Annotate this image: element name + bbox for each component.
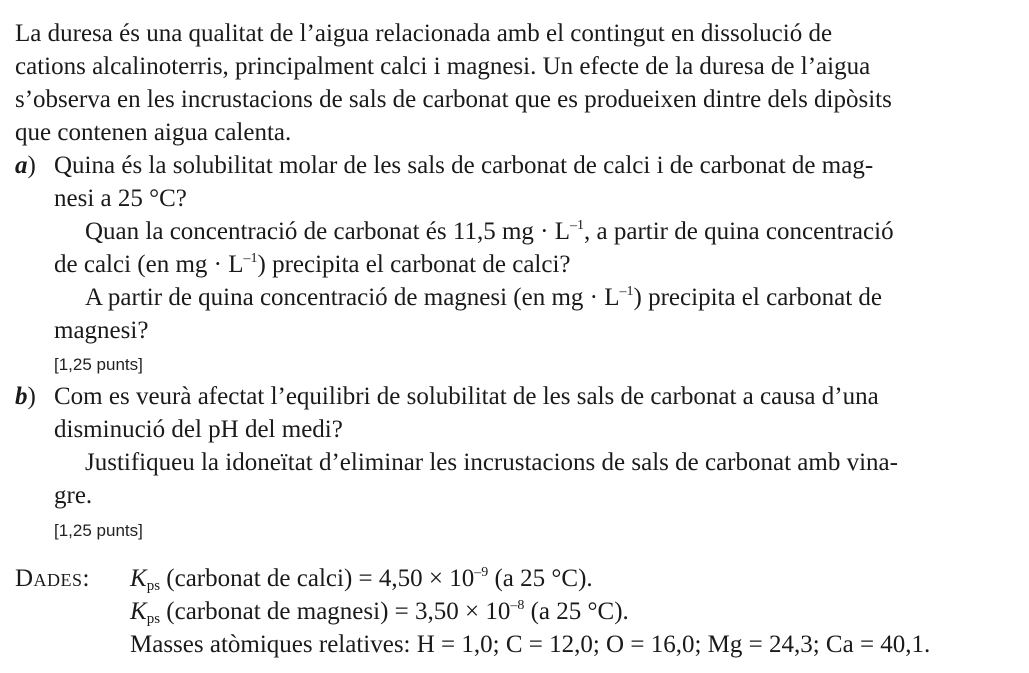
kps-calci-tail: (a 25 °C). bbox=[488, 565, 593, 592]
question-b-line-2: disminució del pH del medi? bbox=[54, 416, 343, 443]
dades-row-kps-calci bbox=[130, 563, 593, 599]
question-a-line-5-text: A partir de quina concentració de magnesi (en mg · L bbox=[85, 284, 620, 311]
intro-line-4: que contenen aigua calenta. bbox=[15, 119, 292, 146]
kps-symbol: K bbox=[130, 565, 147, 592]
question-a-line-4-text: de calci (en mg · L bbox=[54, 251, 244, 278]
question-a-line-1: Quina és la solubilitat molar de les sals de carbonat de calci i de carbonat de mag- bbox=[54, 152, 874, 179]
kps-calci-text: (carbonat de calci) = 4,50 × 10 bbox=[160, 565, 475, 592]
question-b-letter: b bbox=[15, 383, 28, 410]
question-b-line-1: Com es veurà afectat l’equilibri de solubilitat de les sals de carbonat a causa d’una bbox=[54, 383, 879, 410]
question-a-line-2: nesi a 25 °C? bbox=[54, 185, 187, 212]
question-a-line-6: magnesi? bbox=[54, 317, 149, 344]
question-a-line-5 bbox=[85, 282, 882, 318]
question-b-label: b) bbox=[15, 383, 36, 410]
kps-subscript: ps bbox=[146, 611, 161, 627]
intro-line-2: cations alcalinoterris, principalment calci i magnesi. Un efecte de la duresa de l’aigua bbox=[15, 53, 871, 80]
question-b-points: [1,25 punts] bbox=[54, 521, 143, 540]
question-a-line-5-tail: ) precipita el carbonat de bbox=[633, 284, 883, 311]
dades-label: Dades: bbox=[15, 565, 91, 592]
question-a-line-3-exponent: –1 bbox=[570, 218, 584, 233]
question-a-letter: a bbox=[15, 152, 28, 179]
question-a-points: [1,25 punts] bbox=[54, 355, 143, 374]
question-a-line-4-exponent: –1 bbox=[243, 251, 258, 266]
intro-line-3: s’observa en les incrustacions de sals de carbonat que es produeixen dintre dels dipòsits bbox=[15, 86, 892, 113]
kps-magnesi-text: (carbonat de magnesi) = 3,50 × 10 bbox=[160, 598, 511, 625]
question-b-line-4: gre. bbox=[54, 482, 93, 509]
kps-subscript: ps bbox=[146, 578, 161, 594]
kps-calci-exponent: –9 bbox=[474, 565, 489, 580]
dades-row-masses: Masses atòmiques relatives: H = 1,0; C = 12,0; O = 16,0; Mg = 24,3; Ca = 40,1. bbox=[130, 631, 931, 658]
dades-row-kps-magnesi bbox=[130, 596, 629, 632]
kps-symbol: K bbox=[130, 598, 147, 625]
question-a-line-4 bbox=[54, 249, 571, 285]
kps-magnesi-exponent: –8 bbox=[510, 598, 525, 613]
kps-magnesi-tail: (a 25 °C). bbox=[524, 598, 629, 625]
question-a-label: a) bbox=[15, 152, 36, 179]
question-a-line-3-text: Quan la concentració de carbonat és 11,5 mg · L bbox=[85, 218, 570, 245]
question-a-line-3 bbox=[85, 216, 894, 252]
intro-line-1: La duresa és una qualitat de l’aigua relacionada amb el contingut en dissolució de bbox=[15, 20, 833, 47]
question-a-line-3-tail: , a partir de quina concentració bbox=[584, 218, 894, 245]
question-a-line-4-tail: ) precipita el carbonat de calci? bbox=[257, 251, 571, 278]
question-b-line-3: Justifiqueu la idoneïtat d’eliminar les incrustacions de sals de carbonat amb vina- bbox=[85, 449, 898, 476]
question-a-line-5-exponent: –1 bbox=[619, 284, 634, 299]
